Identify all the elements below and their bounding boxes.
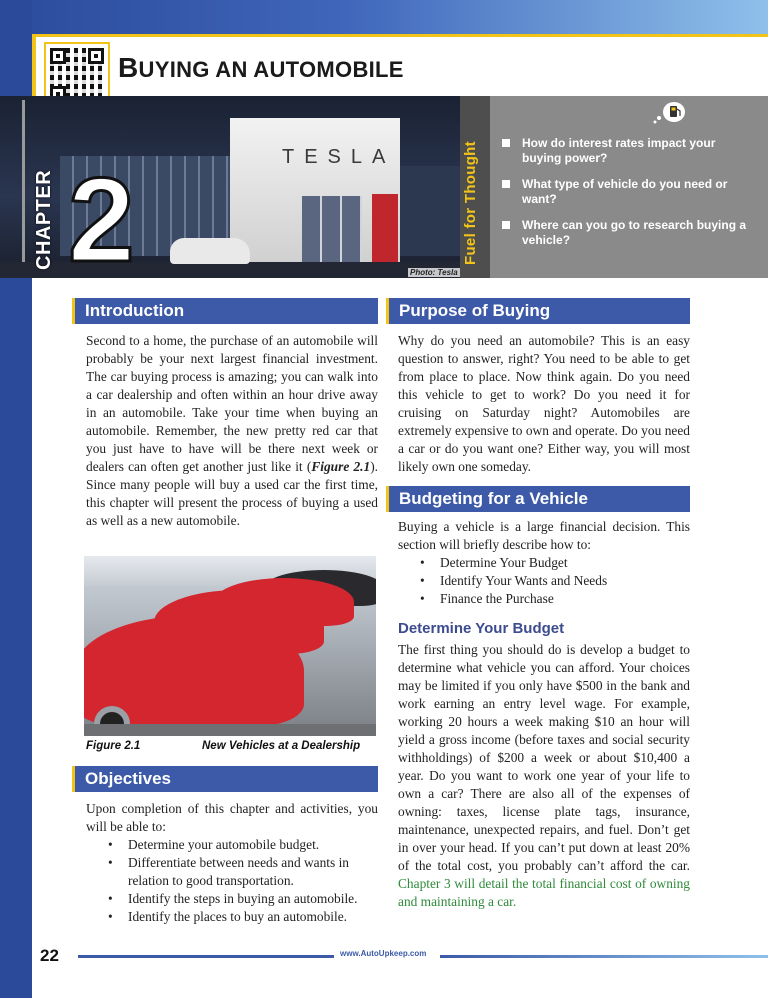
qr-finder-mark: [88, 48, 104, 64]
budgeting-heading: Budgeting for a Vehicle: [386, 486, 690, 512]
list-item: • Determine your automobile budget.: [86, 836, 378, 854]
figure-caption: New Vehicles at a Dealership: [202, 740, 361, 752]
fuel-for-thought-label: Fuel for Thought: [462, 141, 479, 265]
footer-rule-right: [440, 955, 768, 958]
showroom-entrance: [302, 196, 362, 268]
determine-budget-subheading: Determine Your Budget: [398, 620, 565, 637]
list-item: How do interest rates impact your buying power?: [502, 136, 756, 166]
chapter-number: 2: [68, 153, 135, 287]
purpose-heading: Purpose of Buying: [386, 298, 690, 324]
chapter-label: CHAPTER: [33, 169, 55, 270]
brand-sign: TESLA: [282, 146, 396, 168]
street-lamp: [22, 100, 25, 278]
fuel-pump-thought-icon: [652, 100, 686, 126]
figure-reference[interactable]: Figure 2.1: [311, 459, 371, 474]
figure-label: Figure 2.1: [86, 740, 141, 752]
objectives-intro: Upon completion of this chapter and activities, you will be able to:: [86, 801, 378, 834]
footer-rule-left: [78, 955, 334, 958]
top-gradient-band: [0, 0, 768, 34]
qr-finder-mark: [50, 48, 66, 64]
white-car: [170, 238, 250, 264]
introduction-heading: Introduction: [72, 298, 378, 324]
list-item: Where can you go to research buying a vehicle?: [502, 218, 756, 248]
objectives-list: [86, 836, 378, 926]
gold-accent-line: [36, 34, 768, 37]
list-item: • Differentiate between needs and wants in relation to good transportation.: [86, 854, 378, 890]
introduction-paragraph: Second to a home, the purchase of an automobile will probably be your next largest financial investment. The car buying process is amazing; you can walk into a car dealership and often within an hour drive away in an automobile. Take your time when buying an automobile. Remember, the new pretty red car that you just have to have will be there next week or dealers can often get another just like it (Figure 2.1). Since many people will buy a used car the first time, this chapter will present the process of buying a used as well as a new automobile.: [86, 333, 378, 528]
chapter-title: BUYING AN AUTOMOBILE: [118, 52, 404, 83]
list-item: • Determine Your Budget: [398, 554, 690, 572]
purpose-paragraph: Why do you need an automobile? This is an easy question to answer, right? You need to be able to get from place to place. Now think again. Do you need this vehicle to get to work? Do you need it for cruising on Saturday night? Automobiles are extremely expensive to own and operate. Do you need a car or do you want one? Either way, you will most likely own one someday.: [398, 333, 690, 474]
photo-credit: Photo: Tesla: [410, 268, 458, 277]
list-item: • Identify Your Wants and Needs: [398, 572, 690, 590]
list-item: What type of vehicle do you need or want?: [502, 177, 756, 207]
fuel-question-list: [502, 136, 756, 259]
list-item: • Identify the places to buy an automobile.: [86, 908, 378, 926]
budgeting-list: [398, 554, 690, 608]
chapter-3-link[interactable]: Chapter 3 will detail the total financial cost of owning and maintaining a car.: [398, 876, 690, 909]
side-wing: [400, 166, 460, 256]
list-item: • Identify the steps in buying an automobile.: [86, 890, 378, 908]
footer-url-link[interactable]: www.AutoUpkeep.com: [340, 949, 427, 958]
determine-budget-paragraph: The first thing you should do is develop a budget to determine what vehicle you can afford. Your choices may be limited if you only have $500 in the bank and work earning an entry level wage. For example, working 20 hours a week making $10 an hour will yield a gross income (before taxes and social security withholdings) of $200 a week or about $10,400 a year. Do you want to work one year of your life to own a car? There are also all of the expenses of owning: taxes, license plate tags, insurance, maintenance, unexpected repairs, and fuel. Don’t get in over your head. If you can’t put down at least 20% of the total cost, you probably can’t afford the car. Chapter 3 will detail the total financial cost of owning and maintaining a car.: [398, 642, 690, 909]
budgeting-intro: Buying a vehicle is a large financial decision. This section will briefly describe how to:: [398, 519, 690, 552]
dealership-cars-photo: [84, 556, 376, 736]
lot-pavement: [84, 724, 376, 736]
page-number: 22: [40, 946, 59, 965]
red-accent-wall: [372, 194, 398, 268]
objectives-heading: Objectives: [72, 766, 378, 792]
list-item: • Finance the Purchase: [398, 590, 690, 608]
